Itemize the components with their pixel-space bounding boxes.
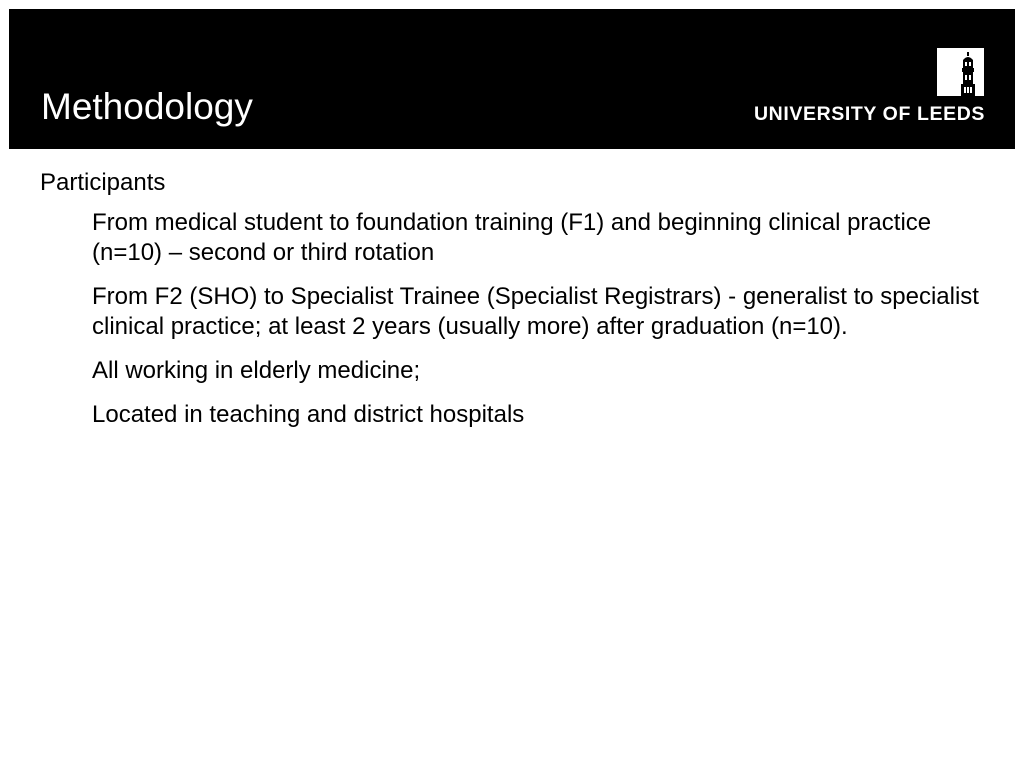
list-item: Located in teaching and district hospitals [92,401,525,428]
slide-title: Methodology [41,86,253,127]
section-heading: Participants [40,169,166,196]
list-item: From F2 (SHO) to Specialist Trainee (Specialist Registrars) - generalist to specialist clinical practice; at least 2 years (usually more) after graduation (n=10). [92,283,979,340]
university-logo-text: UNIVERSITY OF LEEDS [754,103,985,125]
participant-list [40,208,990,430]
slide-header [9,9,1015,149]
slide-body [40,168,990,444]
university-tower-icon [937,48,984,96]
list-item: All working in elderly medicine; [92,357,421,384]
list-item: From medical student to foundation training (F1) and beginning clinical practice (n=10) – second or third rotation [92,209,932,266]
